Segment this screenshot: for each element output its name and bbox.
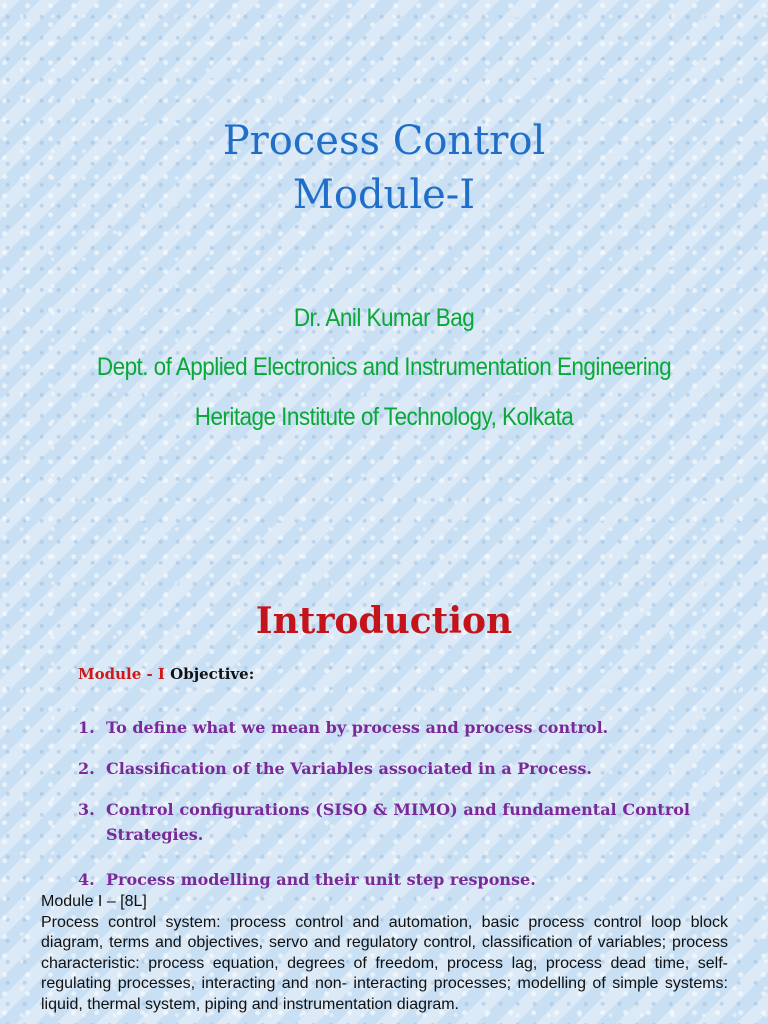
list-item-number: 2. (78, 759, 95, 778)
list-item-text: Process modelling and their unit step response. (106, 870, 536, 889)
intro-heading: Introduction (255, 600, 513, 642)
list-item-text: To define what we mean by process and process control. (106, 718, 609, 737)
syllabus-block (41, 892, 728, 1015)
objective-label (78, 665, 254, 683)
objectives-list (78, 715, 690, 908)
syllabus-body: Process control system: process control and automation, basic process control loop block diagram, terms and objectives, servo and regulatory control, classification of variables; process characteristic: process equation, degrees of freedom, process lag, process dead time, self-regulating processes, interacting and non- interacting processes; modelling of simple systems: liquid, thermal system, piping and instrumentation diagram. (41, 913, 728, 1013)
slide-title-line-1: Process Control (222, 118, 546, 164)
objective-label-text: Objective: (164, 665, 255, 683)
author-name: Dr. Anil Kumar Bag (293, 304, 475, 332)
institute-name: Heritage Institute of Technology, Kolkata (194, 403, 574, 431)
list-item (78, 756, 690, 781)
syllabus-heading: Module I – [8L] (41, 893, 147, 910)
list-item (78, 797, 690, 847)
department-name: Dept. of Applied Electronics and Instrumentation Engineering (96, 353, 672, 381)
list-item-number: 3. (78, 800, 95, 819)
list-item-number: 4. (78, 870, 95, 889)
list-item-number: 1. (78, 718, 95, 737)
objective-label-module: Module - I (78, 665, 165, 683)
list-item-text: Control configurations (SISO & MIMO) and fundamental Control Strategies. (106, 800, 690, 844)
list-item-text: Classification of the Variables associated in a Process. (106, 759, 592, 778)
slide-title-line-2: Module-I (292, 172, 476, 218)
list-item (78, 715, 690, 740)
list-item (78, 867, 690, 892)
